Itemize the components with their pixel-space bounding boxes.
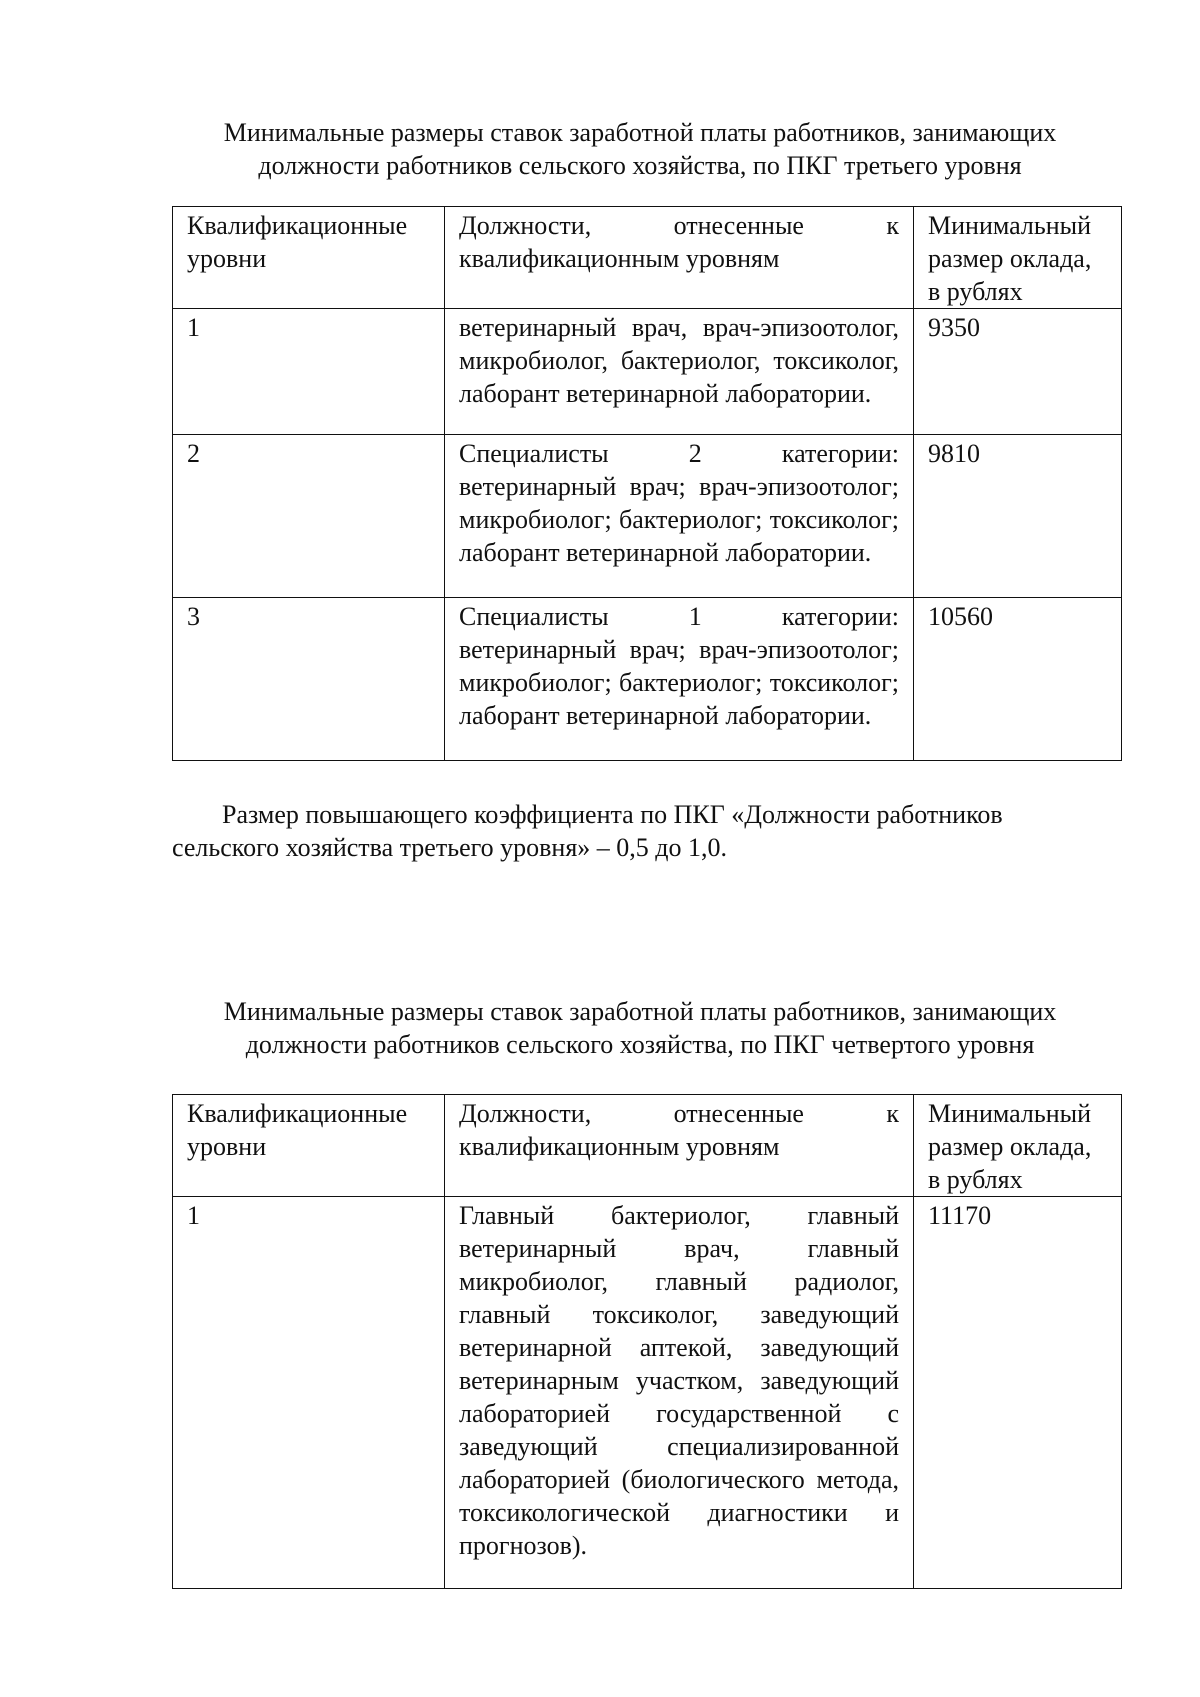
table-1-heading-line-1: Минимальные размеры ставок заработной платы работников, занимающих <box>223 118 1057 147</box>
cell-salary: 10560 <box>914 598 1122 761</box>
cell-level: 1 <box>173 309 445 435</box>
cell-level: 3 <box>173 598 445 761</box>
header-min-salary: Минимальный размер оклада, в рублях <box>914 1095 1122 1197</box>
cell-positions: Главный бактериолог, главный ветеринарный врач, главный микробиолог, главный радиолог, главный токсиколог, заведующий ветеринарной аптекой, заведующий ветеринарным участком, заведующий лабораторией государственной с заведующий специализированной лабораторией (биологического метода, токсикологической диагностики и прогнозов). <box>445 1197 914 1589</box>
cell-salary: 11170 <box>914 1197 1122 1589</box>
header-qualification-levels: Квалификационные уровни <box>173 1095 445 1197</box>
cell-salary: 9350 <box>914 309 1122 435</box>
cell-salary: 9810 <box>914 435 1122 598</box>
table-2-heading <box>160 995 1120 1061</box>
cell-level: 1 <box>173 1197 445 1589</box>
coefficient-note-line-1: Размер повышающего коэффициента по ПКГ «Должности работников <box>222 800 1003 829</box>
table-header-row <box>173 1095 1122 1197</box>
table-1-heading <box>160 116 1120 182</box>
cell-positions: Специалисты 1 категории: ветеринарный врач; врач-эпизоотолог; микробиолог; бактериолог; токсиколог; лаборант ветеринарной лаборатории. <box>445 598 914 761</box>
table-row <box>173 1197 1122 1589</box>
table-2-heading-line-2: должности работников сельского хозяйства, по ПКГ четвертого уровня <box>245 1030 1035 1059</box>
table-row <box>173 435 1122 598</box>
cell-positions: Специалисты 2 категории: ветеринарный врач; врач-эпизоотолог; микробиолог; бактериолог; токсиколог; лаборант ветеринарной лаборатории. <box>445 435 914 598</box>
table-row <box>173 309 1122 435</box>
coefficient-note <box>172 798 1121 864</box>
cell-level: 2 <box>173 435 445 598</box>
coefficient-note-line-2: сельского хозяйства третьего уровня» – 0,5 до 1,0. <box>172 833 728 862</box>
table-row <box>173 598 1122 761</box>
table-1-heading-line-2: должности работников сельского хозяйства, по ПКГ третьего уровня <box>258 151 1022 180</box>
header-positions: Должности, отнесенные к квалификационным уровням <box>445 207 914 309</box>
salary-table-level-3 <box>172 206 1122 761</box>
cell-positions: ветеринарный врач, врач-эпизоотолог, микробиолог, бактериолог, токсиколог, лаборант ветеринарной лаборатории. <box>445 309 914 435</box>
header-min-salary: Минимальный размер оклада, в рублях <box>914 207 1122 309</box>
header-qualification-levels: Квалификационные уровни <box>173 207 445 309</box>
table-header-row <box>173 207 1122 309</box>
salary-table-level-4 <box>172 1094 1122 1589</box>
header-positions: Должности, отнесенные к квалификационным уровням <box>445 1095 914 1197</box>
table-2-heading-line-1: Минимальные размеры ставок заработной платы работников, занимающих <box>223 997 1057 1026</box>
